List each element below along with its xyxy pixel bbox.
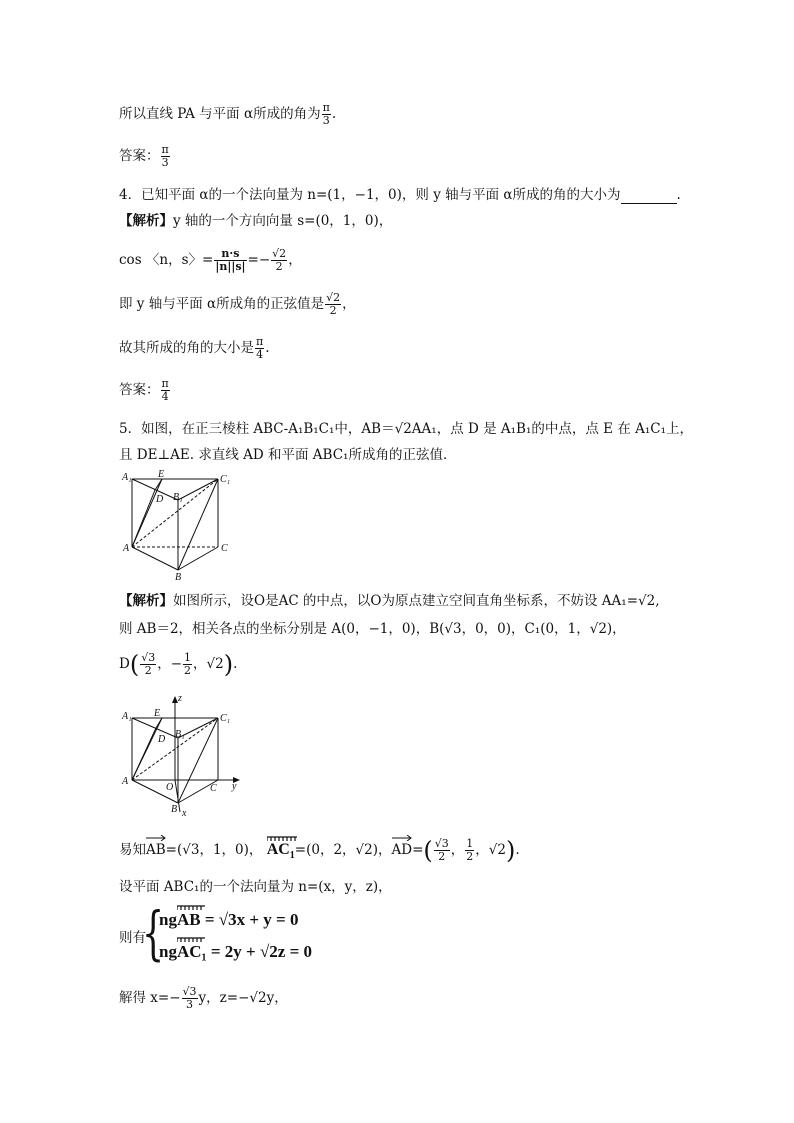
text: 解得 x=− (119, 990, 181, 1006)
line-bc1 (178, 479, 218, 570)
text: y 轴的一个方向向量 s=(0，1，0)， (173, 213, 393, 229)
vector-arrow (392, 835, 412, 841)
fraction (465, 838, 474, 863)
analysis-4 (119, 212, 392, 230)
vector-ad (392, 841, 413, 859)
point-label: A₁ (122, 711, 132, 722)
text: =(√3，1，0)， (165, 842, 263, 858)
text: 即 y 轴与平面 α所成角的正弦值是 (119, 296, 325, 312)
point-label: A₁ (122, 472, 132, 483)
denominator: 4 (161, 390, 169, 403)
numerator: √3 (182, 985, 197, 998)
denominator: |n||s| (215, 260, 246, 273)
point-label: B₁ (173, 492, 183, 503)
text: ， (288, 252, 302, 268)
system-label: 则有 (119, 930, 146, 946)
edge (132, 547, 178, 570)
point-label: A (123, 543, 130, 554)
equation-2 (159, 942, 312, 962)
answer-line-2 (119, 378, 171, 403)
point-label: B (171, 804, 178, 815)
point-label: C₁ (220, 713, 231, 724)
point-label: C (210, 783, 217, 794)
denominator: 3 (161, 156, 169, 169)
denominator: 4 (256, 348, 264, 361)
vector-ab (146, 841, 166, 859)
question-text: 4．已知平面 α的一个法向量为 n=(1，−1，0)，则 y 轴与平面 α所成的角的大小为 (119, 187, 621, 203)
denominator: 3 (322, 114, 330, 127)
denominator: 2 (329, 304, 337, 317)
text: =− (247, 252, 271, 268)
denominator: 2 (438, 850, 446, 863)
text: ， (342, 296, 356, 312)
paren: ( (423, 836, 433, 865)
question-5-line-1: 5．如图，在正三棱柱 ABC-A₁B₁C₁中，AB＝√2AA₁，点 D 是 A₁B₁的中点，点 E 在 A₁C₁上， (119, 421, 694, 437)
text: 如图所示，设O是AC 的中点，以O为原点建立空间直角坐标系，不妨设 AA₁=√2, (173, 593, 660, 609)
line-de (156, 718, 162, 728)
vector-arrow (146, 835, 166, 841)
line-de (155, 479, 162, 490)
numerator: √2 (272, 247, 287, 260)
fraction (322, 102, 331, 127)
numerator: n·s (214, 248, 246, 261)
brace: { (142, 899, 165, 967)
edge (132, 718, 178, 738)
point-label: O (166, 782, 174, 793)
denominator: 3 (186, 998, 194, 1011)
line-ae (132, 718, 162, 780)
denominator: 2 (466, 850, 474, 863)
text: . (331, 106, 337, 122)
text: = (412, 842, 424, 858)
text: √2 (488, 842, 506, 858)
prism-figure-2-coordinates (118, 690, 248, 820)
text: ，− (157, 656, 183, 672)
point-label: E (154, 708, 161, 719)
fraction (183, 652, 192, 677)
text: . (676, 187, 681, 203)
analysis-tag: 【解析】 (119, 213, 173, 229)
numerator: √3 (141, 651, 156, 664)
equation-text: ngAC₁ = 2y + √2z = 0 (159, 942, 313, 961)
vector-name: AB (146, 842, 166, 858)
text: y，z=−√2y， (198, 990, 288, 1006)
fraction (271, 248, 287, 273)
point-label: B (175, 572, 182, 582)
analysis-5-line-1 (119, 592, 660, 610)
edge-hidden (132, 479, 218, 547)
question-5-line-2: 且 DE⊥AE. 求直线 AD 和平面 ABC₁所成角的正弦值． (119, 447, 457, 463)
text: . (265, 340, 270, 356)
denominator: 2 (144, 664, 152, 677)
text: =(0，2，√2)， (294, 842, 392, 858)
text: D (119, 656, 130, 672)
equation-1 (159, 910, 298, 930)
question-4 (119, 186, 681, 204)
paren: ) (506, 836, 516, 865)
vectors-line: 易知 AB=(√3，1，0)， $AC_1=(0$，2，√2)， AD=( $\frac{√3}{2}$ ， $\frac{1}{2}$ ，√2). (119, 836, 520, 865)
normal-vector-line: 设平面 ABC₁的一个法向量为 n=(x，y，z)， (119, 879, 392, 895)
answer-label: 答案： (119, 382, 160, 398)
fraction (182, 986, 198, 1011)
denominator: 2 (275, 260, 283, 273)
point-d-coords (119, 652, 237, 677)
fraction (161, 144, 170, 169)
fraction (161, 378, 170, 403)
vector-mark (177, 905, 205, 911)
text: ，√2 (193, 656, 224, 672)
axis-label: x (182, 808, 187, 819)
numerator: π (256, 335, 264, 348)
axis-label: y (232, 781, 237, 792)
paren: ( (129, 650, 140, 679)
numerator: √2 (326, 291, 341, 304)
angle-line (119, 336, 270, 361)
numerator: 1 (184, 651, 192, 664)
vector-ac1 (267, 841, 295, 865)
answer-blank (621, 189, 677, 204)
text: 故其所成的角的大小是 (119, 340, 254, 356)
cosine-line (119, 248, 302, 273)
text: 所以直线 PA 与平面 α所成的角为 (119, 106, 321, 122)
equation-text: ngAB = √3x + y = 0 (159, 910, 299, 929)
answer-line-1 (119, 144, 171, 169)
point-label: D (158, 734, 166, 745)
vector-arrow (267, 836, 297, 842)
point-label: C₁ (220, 474, 230, 485)
vector-name: AC (266, 841, 290, 858)
answer-label: 答案： (119, 148, 160, 164)
paren: ) (223, 650, 234, 679)
text: cos 〈n，s〉= (119, 252, 214, 268)
numerator: π (322, 101, 330, 114)
point-label: E (158, 470, 165, 480)
numerator: √3 (434, 837, 449, 850)
subscript: 1 (289, 850, 295, 862)
fraction (140, 652, 156, 677)
analysis-tag: 【解析】 (119, 593, 173, 609)
numerator: π (161, 143, 169, 156)
solution-line (119, 986, 288, 1011)
line-ae (132, 479, 162, 547)
equation-system (119, 899, 379, 972)
point-label: A (122, 776, 129, 787)
denominator: 2 (184, 664, 192, 677)
vector-name: AD (391, 842, 413, 858)
edge (178, 547, 218, 570)
text: 易知 (119, 842, 146, 858)
sine-line (119, 292, 356, 317)
text: . (515, 842, 520, 858)
fraction (325, 292, 341, 317)
point-label: C (221, 543, 228, 554)
numerator: 1 (466, 837, 474, 850)
text: . (233, 656, 238, 672)
numerator: π (161, 377, 169, 390)
edge (178, 479, 218, 500)
fraction (255, 336, 264, 361)
fraction (434, 838, 450, 863)
axis-label: z (178, 693, 182, 704)
fraction (214, 248, 246, 273)
analysis-5-line-2: 则 AB＝2，相关各点的坐标分别是 A(0，−1，0)，B(√3，0，0)，C₁(0，1，√2)， (119, 621, 626, 637)
prism-figure-1 (118, 470, 230, 582)
vector-mark (177, 937, 205, 943)
point-label: B₁ (175, 729, 185, 740)
text-line-conclusion (119, 102, 336, 127)
point-label: D (156, 494, 164, 505)
